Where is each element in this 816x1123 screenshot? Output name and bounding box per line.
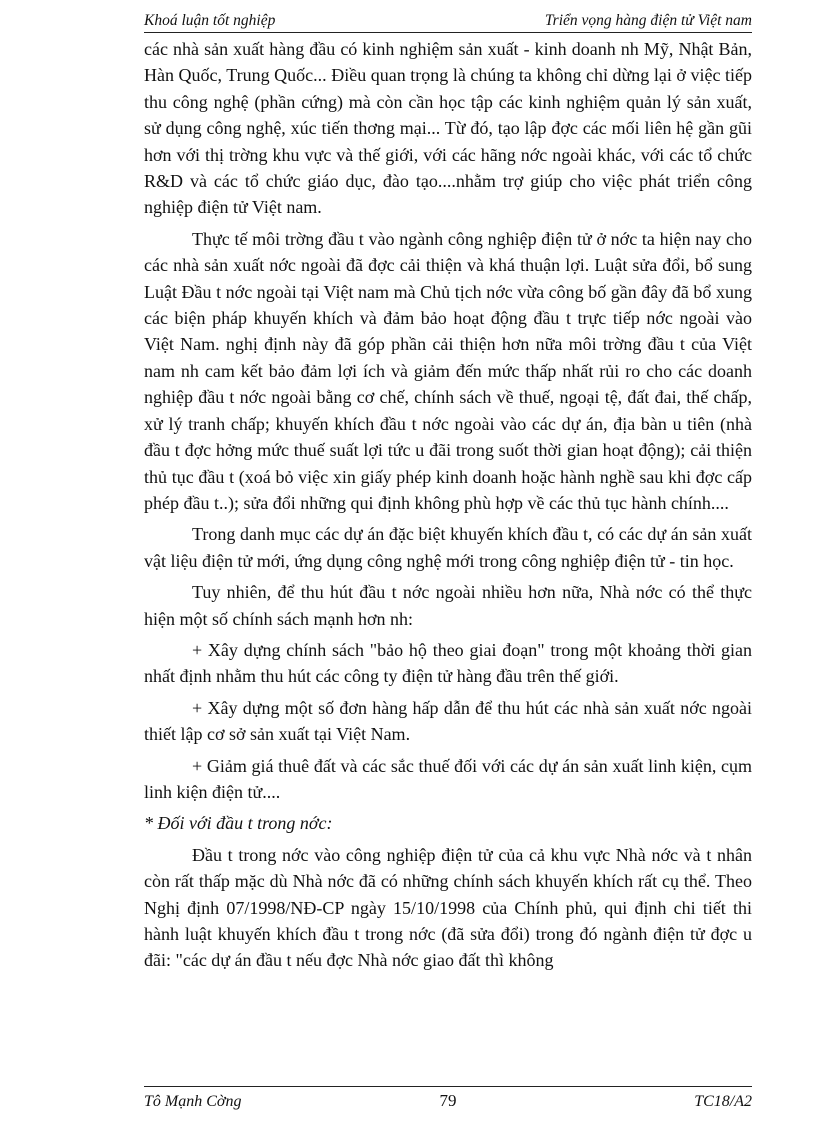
page-header <box>144 6 752 33</box>
footer-class-code: TC18/A2 <box>694 1093 752 1110</box>
paragraph-2: Thực tế môi trờng đầu t vào ngành công nghiệp điện tử ở nớc ta hiện nay cho các nhà sản xuất nớc ngoài đã đợc cải thiện và khá thuận lợi. Luật sửa đổi, bổ sung Luật Đầu t nớc ngoài tại Việt nam mà Chủ tịch nớc vừa công bố gần đây đã bổ xung các biện pháp khuyến khích và đảm bảo hoạt động đầu t trực tiếp nớc ngoài vào Việt Nam. nghị định này đã góp phần cải thiện hơn nữa môi trờng đầu t của Việt nam nh cam kết bảo đảm lợi ích và giảm đến mức thấp nhất rủi ro cho các doanh nghiệp đầu t nớc ngoài bằng cơ chế, chính sách về thuế, ngoại tệ, đất đai, thế chấp, xử lý tranh chấp; khuyến khích đầu t nớc ngoài vào các dự án, địa bàn u tiên (nhà đầu t đợc hởng mức thuế suất lợi tức u đãi trong suốt thời gian hoạt động); cải thiện thủ tục đầu t (xoá bỏ việc xin giấy phép kinh doanh hoặc hành nghề sau khi đợc cấp phép đầu t..); sửa đổi những qui định không phù hợp về các thủ tục hành chính.... <box>144 228 752 513</box>
bullet-3: + Giảm giá thuê đất và các sắc thuế đối với các dự án sản xuất linh kiện, cụm linh kiện điện tử.... <box>144 755 752 802</box>
header-left-title: Khoá luận tốt nghiệp <box>144 12 276 29</box>
paragraph-1: các nhà sản xuất hàng đầu có kinh nghiệm sản xuất - kinh doanh nh Mỹ, Nhật Bản, Hàn Quốc, Trung Quốc... Điều quan trọng là chúng ta không chỉ dừng lại ở việc tiếp thu công nghệ (phần cứng) mà còn cần học tập các kinh nghiệm quản lý sản xuất, sử dụng công nghệ, xúc tiến thơng mại... Từ đó, tạo lập đợc các mối liên hệ gần gũi hơn với thị trờng khu vực và thế giới, với các hãng nớc ngoài khác, với các tổ chức R&D và các tổ chức giáo dục, đào tạo....nhằm trợ giúp cho việc phát triển công nghiệp điện tử Việt nam. <box>144 39 752 218</box>
paragraph-3: Trong danh mục các dự án đặc biệt khuyến khích đầu t, có các dự án sản xuất vật liệu điện tử mới, ứng dụng công nghệ mới trong công nghiệp điện tử - tin học. <box>144 524 752 571</box>
page-footer <box>144 1086 752 1115</box>
page-body <box>144 36 752 979</box>
paragraph-5: Đầu t trong nớc vào công nghiệp điện tử của cả khu vực Nhà nớc và t nhân còn rất thấp mặc dù Nhà nớc đã có những chính sách khuyến khích rất cụ thể. Theo Nghị định 07/1998/NĐ-CP ngày 15/10/1998 của Chính phủ, qui định chi tiết thi hành luật khuyến khích đầu t trong nớc (đã sửa đổi) trong đó ngành điện tử đợc u đãi: "các dự án đầu t nếu đợc Nhà nớc giao đất thì không <box>144 844 752 971</box>
footer-author: Tô Mạnh Cờng <box>144 1093 242 1110</box>
header-right-title: Triển vọng hàng điện tử Việt nam <box>544 12 752 29</box>
bullet-1: + Xây dựng chính sách "bảo hộ theo giai đoạn" trong một khoảng thời gian nhất định nhằm thu hút các công ty điện tử hàng đầu trên thế giới. <box>144 639 752 687</box>
bullet-2: + Xây dựng một số đơn hàng hấp dẫn để thu hút các nhà sản xuất nớc ngoài thiết lập cơ sở sản xuất tại Việt Nam. <box>144 697 752 745</box>
page-number: 79 <box>439 1091 457 1110</box>
paragraph-4: Tuy nhiên, để thu hút đầu t nớc ngoài nhiều hơn nữa, Nhà nớc có thể thực hiện một số chính sách mạnh hơn nh: <box>144 582 752 629</box>
section-heading: * Đối với đầu t trong nớc: <box>144 813 333 834</box>
